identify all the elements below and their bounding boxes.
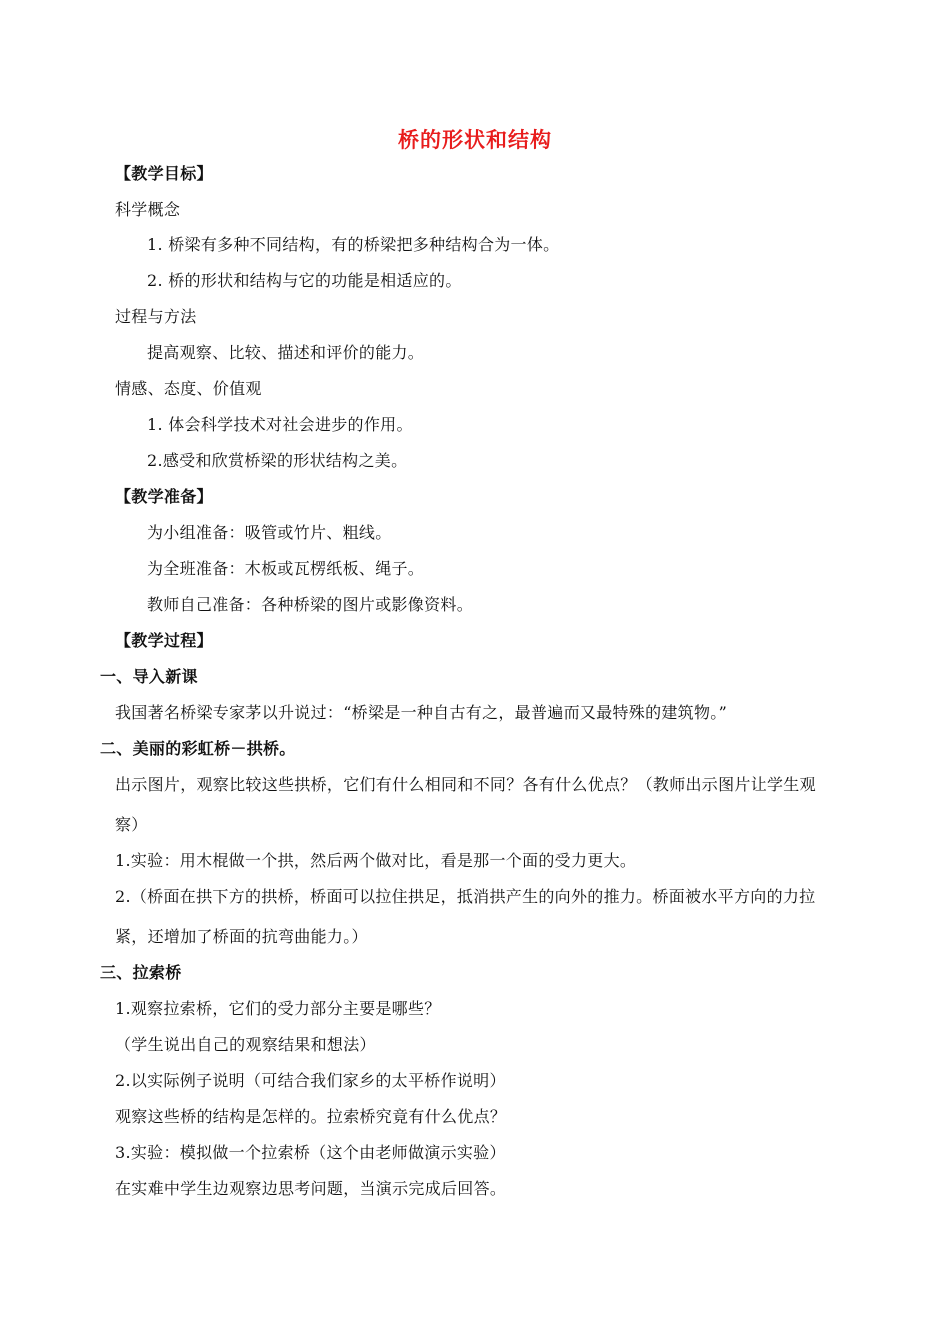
section-3-item-3-note: 在实难中学生边观察边思考问题，当演示完成后回答。: [115, 1179, 507, 1198]
section-1-heading: 一、导入新课: [100, 667, 198, 686]
section-3-item-1-note: （学生说出自己的观察结果和想法）: [115, 1035, 376, 1054]
emotion-item-2: 2.感受和欣赏桥梁的形状结构之美。: [147, 451, 408, 470]
section-1-text: 我国著名桥梁专家茅以升说过：“桥梁是一种自古有之，最普遍而又最特殊的建筑物。”: [115, 703, 728, 722]
emotion-heading: 情感、态度、价值观: [115, 379, 262, 398]
process-method-heading: 过程与方法: [115, 307, 197, 326]
section-3-item-2: 2.以实际例子说明（可结合我们家乡的太平桥作说明）: [115, 1071, 506, 1090]
emotion-item-1: 1. 体会科学技术对社会进步的作用。: [147, 415, 413, 434]
section-3-item-2-question: 观察这些桥的结构是怎样的。拉索桥究竟有什么优点？: [115, 1107, 507, 1126]
section-2-text-line-1: 出示图片，观察比较这些拱桥，它们有什么相同和不同？各有什么优点？（教师出示图片让学生观: [115, 775, 816, 794]
section-3-item-3: 3.实验：模拟做一个拉索桥（这个由老师做演示实验）: [115, 1143, 506, 1162]
document-title: 桥的形状和结构: [398, 128, 552, 152]
preparation-group: 为小组准备：吸管或竹片、粗线。: [147, 523, 392, 542]
objectives-heading: 【教学目标】: [115, 164, 213, 183]
preparation-class: 为全班准备：木板或瓦楞纸板、绳子。: [147, 559, 425, 578]
section-2-text-line-2: 察）: [115, 815, 148, 834]
concept-heading: 科学概念: [115, 200, 181, 219]
section-3-item-1: 1.观察拉索桥，它们的受力部分主要是哪些？: [115, 999, 441, 1018]
section-2-item-2-line-2: 紧，还增加了桥面的抗弯曲能力。）: [115, 927, 368, 946]
section-3-heading: 三、拉索桥: [100, 963, 182, 982]
section-2-item-1: 1.实验：用木棍做一个拱，然后两个做对比，看是那一个面的受力更大。: [115, 851, 637, 870]
concept-item-2: 2. 桥的形状和结构与它的功能是相适应的。: [147, 271, 462, 290]
section-2-heading: 二、美丽的彩虹桥－拱桥。: [100, 739, 296, 758]
preparation-teacher: 教师自己准备：各种桥梁的图片或影像资料。: [147, 595, 474, 614]
concept-item-1: 1. 桥梁有多种不同结构，有的桥梁把多种结构合为一体。: [147, 235, 560, 254]
section-2-item-2-line-1: 2.（桥面在拱下方的拱桥，桥面可以拉住拱足，抵消拱产生的向外的推力。桥面被水平方向的力拉: [115, 887, 816, 906]
teaching-process-heading: 【教学过程】: [115, 631, 213, 650]
preparation-heading: 【教学准备】: [115, 487, 213, 506]
process-method-item: 提高观察、比较、描述和评价的能力。: [147, 343, 425, 362]
